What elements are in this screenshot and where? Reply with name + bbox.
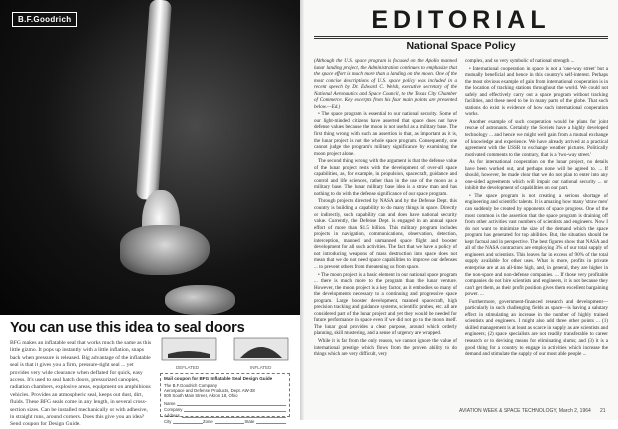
advertisement-page [0,0,300,428]
deflated-label: DEFLATED [176,365,200,370]
coupon-company-field[interactable]: Company [164,406,286,412]
coupon-address-line: 500 South Main Street, Akron 18, Ohio [164,393,238,398]
editorial-paragraph: complex, and so very symbolic of national strength ... [465,58,575,64]
editorial-paragraph: The second thing wrong with the argument is that the defense value of the lunar project rests with the development of over-all space capabilities, as, for example, in propulsion, spacecraft, guidance and control and life sciences, rather than in the use of the moon as a military base. The lunar military base idea is a straw man and has nothing to do with the defense significance of our space program. [314,158,457,197]
editorial-paragraph: Through projects directed by NASA and by the Defense Dept. this country is building a capability to do many things in space. Directly or indirectly, such capability can and does have national security value. Currently, the Defense Dept. is engaged in an annual space effort of more than $1.5 billion. This military program includes projects in navigation, communications, observation, detection, interception, manned and unmanned space flight and booster development for all such activities. The fact that we have a policy of not introducing weapons of mass destruction into space does not mean that we do not need space capabilities to improve our defenses ... to prevent others from threatening us from space. [314,198,457,270]
inflated-label: INFLATED [250,365,272,370]
editorial-column-2 [465,58,608,406]
mail-coupon[interactable] [160,373,290,424]
ad-body-copy: BFG makes an inflatable seal that works much the same as this little gizmo. It pops up instantly with a little inflation, snaps back when pressure is released. Big advantage of the inflatable seal is that it gives you a firm, pressure-tight seal ... yet provides very wide clearance when deflated for quick, easy access. It's used to seal hatch doors, pressurized canopies, radiation chambers, explosive areas, equipment on amphibious vehicles. Provides an atmospheric seal, keeps out dust, dirt, fluids. These BFG seals come in any length, in several cross-section sizes. Can be installed mechanically or with adhesive, in straight runs, around corners. Does this give you an idea? Send coupon for Design Guide. [10,340,152,428]
editorial-paragraph: • The moon project is a basic element in our national space program ... there is much more to the program than the lunar venture. However, the moon project is a key factor, as it embodies so many of the developments necessary to a continuing and progressive space program. Large booster development, manned spacecraft, high precision tracking and guidance systems, scientific probes, etc. all are considered part of the lunar project and yet they would be needed for future performance in space even if we did not go to the moon itself. The lunar goal provides a clear purpose, around which orderly planning, skill mustering, and a sense of urgency are wrapped. [314,271,457,337]
coupon-address-line: The B.F.Goodrich Company [164,383,218,388]
editorial-page [304,0,618,420]
heading-rule [314,38,608,39]
hand-lower-image [165,285,235,315]
hand-image [120,225,210,275]
magazine-folio: AVIATION WEEK & SPACE TECHNOLOGY, March 2, 1964 [459,408,591,414]
coupon-city-zone-state-field[interactable]: City Zone State [164,418,286,424]
coupon-name-field[interactable]: Name [164,400,286,406]
editorial-heading: EDITORIAL [371,6,551,34]
page-number: 21 [600,408,606,414]
editorial-paragraph: As for international cooperation on the lunar project, no details have been worked out, and perhaps none will be agreed to. ... If should, however, be made clear that we do not plan to enter into any one-sided agreements which will impair our national security ... or inhibit the development of capabilities on our part. [465,159,608,192]
editorial-paragraph: Furthermore, government-financed research and development—particularly in such challenging fields as space—is having a salutary effect in stimulating an increase in the number of highly trained scientists and engineers. I might also add three other points ... (1) skilled management is at least as scarce in supply as are scientists and engineers; (2) space specialists are not readily transferable to career research or to devising means for eliminating slums; and (3) it is a good thing for a country to engage in activities which increase the demand and stimulate the supply of our most able people ... [465,298,608,358]
editorial-intro: (Although the U.S. space program is focused on the Apollo manned lunar landing project, the Administration continues to emphasize that the space effort is much more than a landing on the moon. One of the most concise descriptions of U.S. space policy was included in a recent speech by Dr. Edward C. Welsh, executive secretary of the National Aeronautics and Space Council, to the Texas City Chamber of Commerce. Key excerpts from his four main points are presented below.—Ed.) [314,58,457,110]
coupon-address-line: Aerospace and Defense Products, Dept. AW-38 [164,388,255,393]
editorial-paragraph: Another example of such cooperation would be plans for joint rescue of astronauts. Certainly the Soviets have a highly developed technology ... and hence we might well gain from a mutual exchange of knowledge and experience. We have already arrived at a practical agreement with the USSR to exchange weather pictures. Politically motivated comments to the contrary, that is a 'two-way street.' [465,118,608,158]
editorial-paragraph: • The space program is essential to our national security. Some of our light-minded citizens have asserted that space does not have defense values because the moon is not useful as a military base. The first thing wrong with such an assertion is that, as important as it is, the lunar project is not the whole space program. Consequently, one cannot judge the program's military significance by examining the moon project alone. [314,111,457,157]
inflatable-tube-image [136,0,172,200]
editorial-paragraph: • International cooperation in space is not a 'one-way street' but a mutually beneficial and hence in this country's self-interest. Perhaps the most obvious example of gain from international cooperation is in the location of tracking stations throughout the world. We could not safely and effectively carry out a space program without tracking facilities, and these need to be in many parts of the globe. That such stations do exist is evidence of how such international cooperation works. [465,65,608,118]
ad-headline: You can use this idea to seal doors [10,320,245,336]
editorial-column-1 [314,58,457,406]
editorial-subtitle: National Space Policy [406,40,516,52]
editorial-paragraph: While it is far from the only reason, we cannot ignore the value of international prestige which flows from the proven ability to do things which are very difficult, very [314,337,457,358]
coupon-address [164,383,286,398]
bfgoodrich-logo: B.F.Goodrich [12,12,77,27]
coupon-title: Mail coupon for BFG Inflatable Seal Design Guide [164,376,273,381]
editorial-paragraph: • The space program is not creating a serious shortage of engineering and scientific talents. It is amazing how many 'straw men' can suddenly be created by opponents of space progress. One of the most common is the assertion that the space program is draining off from other activities vast numbers of scientists and engineers. Now I do not want to minimize the size of the demand which the space program has generated for top abilities. But, the situation should be kept factual and in perspective. The best figures show that NASA and all of the NASA contractors are employing 3% of our total supply of engineers and scientists. This leaves far in excess of 90% of the total supply available for other uses. What is more, profits in private enterprise are at an all-time high, and, in general, they are higher in the non-space and non-defense companies. ... If those very profitable companies do not hire scientists and engineers, it is not because they can't get them, as their profit position gives them excellent bargaining power. ... [465,192,608,298]
coupon-address-field[interactable]: Address [164,412,286,418]
ad-photo [0,0,300,315]
heading-rule [314,36,608,37]
seal-cross-section-diagram [160,334,290,362]
